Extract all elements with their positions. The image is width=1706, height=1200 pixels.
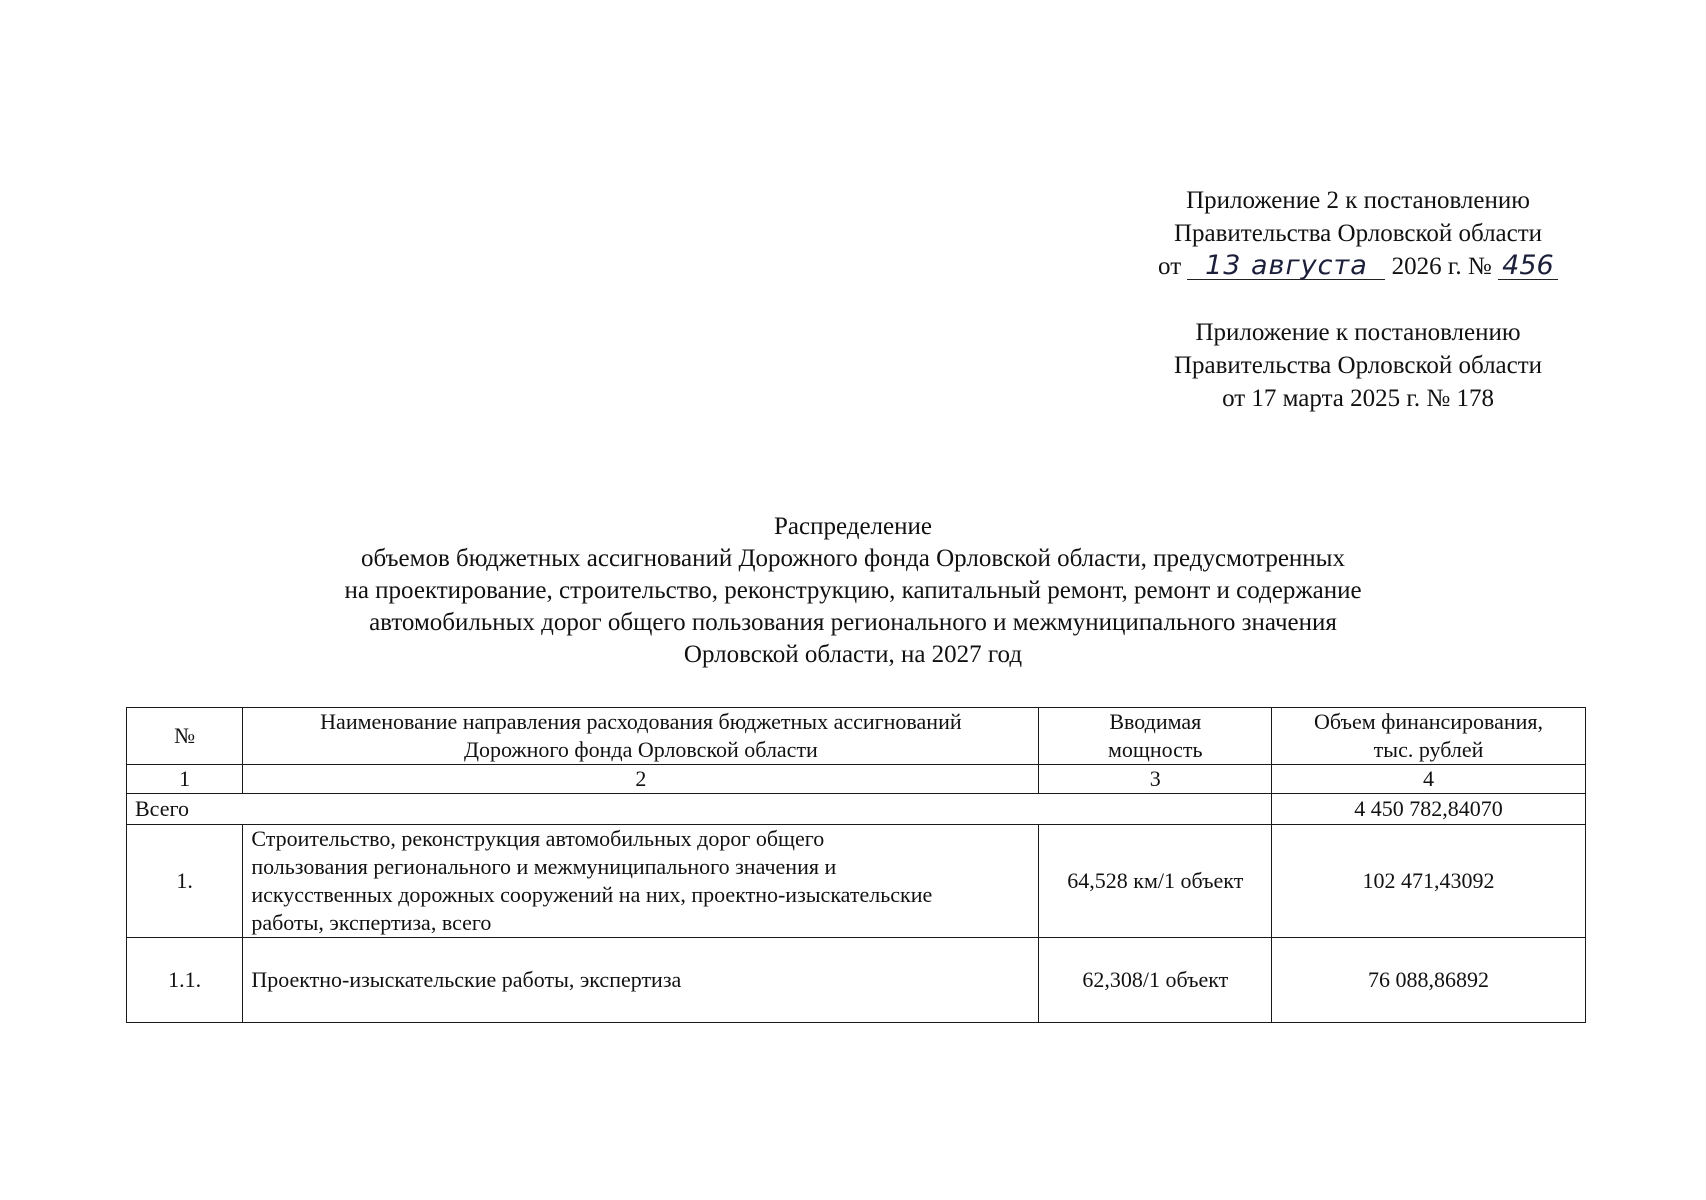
row-capacity: 62,308/1 объект <box>1039 938 1272 1023</box>
appendix-2-line1: Приложение 2 к постановлению <box>1186 187 1530 214</box>
row-name-line: пользования регионального и межмуниципального значения и <box>251 854 837 879</box>
row-capacity: 64,528 км/1 объект <box>1039 825 1272 938</box>
header-name-line2: Дорожного фонда Орловской области <box>463 737 818 762</box>
row-volume: 76 088,86892 <box>1272 938 1586 1023</box>
row-name-line: искусственных дорожных сооружений на них, проектно-изыскательские <box>251 882 933 907</box>
year-text: 2026 г. № <box>1391 253 1492 280</box>
header-volume-line2: тыс. рублей <box>1373 737 1484 762</box>
row-name-line: Строительство, реконструкция автомобильных дорог общего <box>251 826 825 851</box>
column-number: 4 <box>1272 765 1586 794</box>
row-volume: 102 471,43092 <box>1272 825 1586 938</box>
column-number: 3 <box>1039 765 1272 794</box>
total-value: 4 450 782,84070 <box>1272 794 1586 825</box>
appendix-original-line2: Правительства Орловской области <box>1173 352 1543 379</box>
header-num-label: № <box>174 723 196 748</box>
row-name <box>243 938 1039 1023</box>
column-number: 1 <box>127 765 243 794</box>
title-line5: Орловской области, на 2027 год <box>683 641 1023 668</box>
header-capacity-line2: мощность <box>1107 737 1203 762</box>
header-volume <box>1272 708 1586 765</box>
header-capacity-line1: Вводимая <box>1109 709 1202 734</box>
header-capacity <box>1039 708 1272 765</box>
handwritten-date: 13 августа <box>1187 253 1385 280</box>
title-line2: объемов бюджетных ассигнований Дорожного фонда Орловской области, предусмотренных <box>361 545 1345 572</box>
column-number: 2 <box>243 765 1039 794</box>
total-row <box>127 794 1586 825</box>
handwritten-number: 456 <box>1498 253 1558 280</box>
title-line1: Распределение <box>774 513 932 540</box>
table-row <box>127 938 1586 1023</box>
appendix-original-line3: от 17 марта 2025 г. № 178 <box>1222 385 1494 412</box>
table-header-row <box>127 708 1586 765</box>
table-row <box>127 825 1586 938</box>
appendix-original-header <box>1126 316 1590 415</box>
row-name-line: Проектно-изыскательские работы, экспертиза <box>251 967 682 992</box>
appendix-2-line2: Правительства Орловской области <box>1173 220 1543 247</box>
total-label: Всего <box>127 794 1272 825</box>
title-line3: на проектирование, строительство, реконструкцию, капитальный ремонт, ремонт и содержание <box>344 577 1362 604</box>
row-number: 1. <box>127 825 243 938</box>
title-line4: автомобильных дорог общего пользования регионального и межмуниципального значения <box>369 609 1337 636</box>
appendix-original-line1: Приложение к постановлению <box>1195 319 1521 346</box>
allocation-table <box>126 707 1586 1023</box>
row-name-line: работы, экспертиза, всего <box>251 910 492 935</box>
document-title <box>200 511 1506 671</box>
appendix-2-header <box>1126 184 1590 283</box>
appendix-2-date-line <box>1126 250 1590 283</box>
header-name-line1: Наименование направления расходования бюджетных ассигнований <box>320 709 962 734</box>
row-name <box>243 825 1039 938</box>
header-name <box>243 708 1039 765</box>
column-number-row <box>127 765 1586 794</box>
date-prefix: от <box>1158 253 1182 280</box>
header-volume-line1: Объем финансирования, <box>1314 709 1544 734</box>
header-num <box>127 708 243 765</box>
row-number: 1.1. <box>127 938 243 1023</box>
